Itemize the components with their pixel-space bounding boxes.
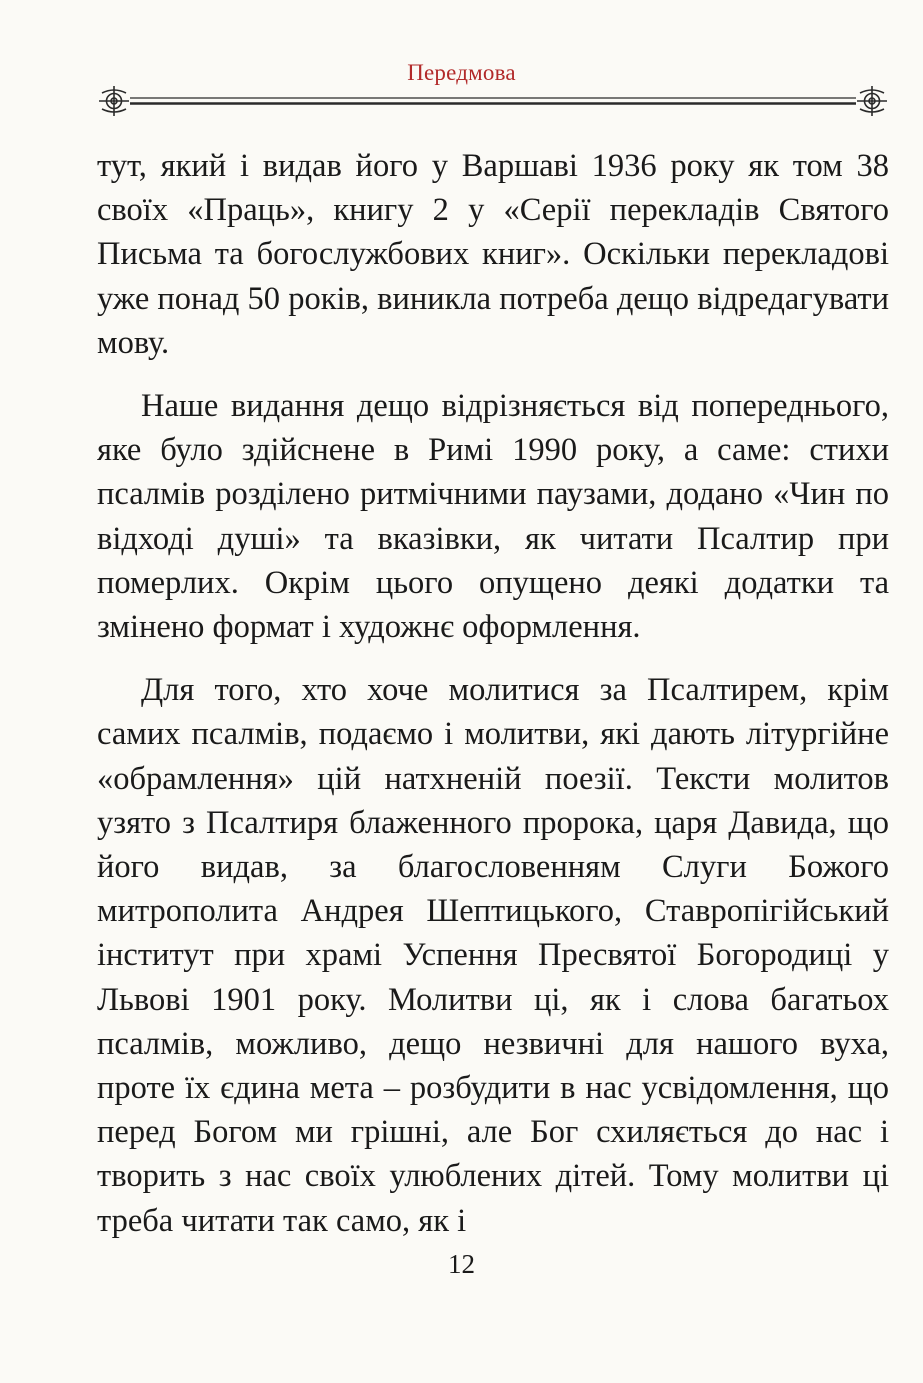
- page-number: 12: [448, 1249, 475, 1279]
- paragraph-2: Наше видання дещо відрізняється від попереднього, яке було здійснене в Римі 1990 року, а саме: стихи псалмів розділено ритмічними паузами, додано «Чин по відході душі» та вказівки, як читати Псалтир при померлих. Окрім цього опущено деякі додатки та змінено формат і художнє оформлення.: [97, 388, 889, 646]
- running-head-title: Передмова: [407, 60, 516, 85]
- paragraph-3: Для того, хто хоче молитися за Псалтирем, крім самих псалмів, подаємо і молитви, які дають літургійне «обрамлення» цій натхненій поезії. Тексти молитов узято з Псалтиря блаженного пророка, царя Давида, що його видав, за благословенням Слуги Божого митрополита Андрея Шептицького, Ставропігійський інститут при храмі Успення Пресвятої Богородиці у Львові 1901 року. Молитви ці, як і слова багатьох псалмів, можливо, дещо незвичні для нашого вуха, проте їх єдина мета – розбудити в нас усвідомлення, що перед Богом ми грішні, але Бог схиляється до нас і творить з нас своїх улюблених дітей. Тому молитви ці треба читати так само, як і: [97, 672, 889, 1239]
- paragraph-1: тут, який і видав його у Варшаві 1936 року як том 38 своїх «Праць», книгу 2 у «Серії перекладів Святого Письма та богослужбових книг». Оскільки перекладові уже понад 50 років, виникла потреба дещо відредагувати мову.: [97, 148, 889, 361]
- right-ornament-icon: [857, 86, 887, 116]
- body-text: [97, 144, 889, 1243]
- left-ornament-icon: [99, 86, 129, 116]
- header-ornament-rule: [90, 84, 896, 118]
